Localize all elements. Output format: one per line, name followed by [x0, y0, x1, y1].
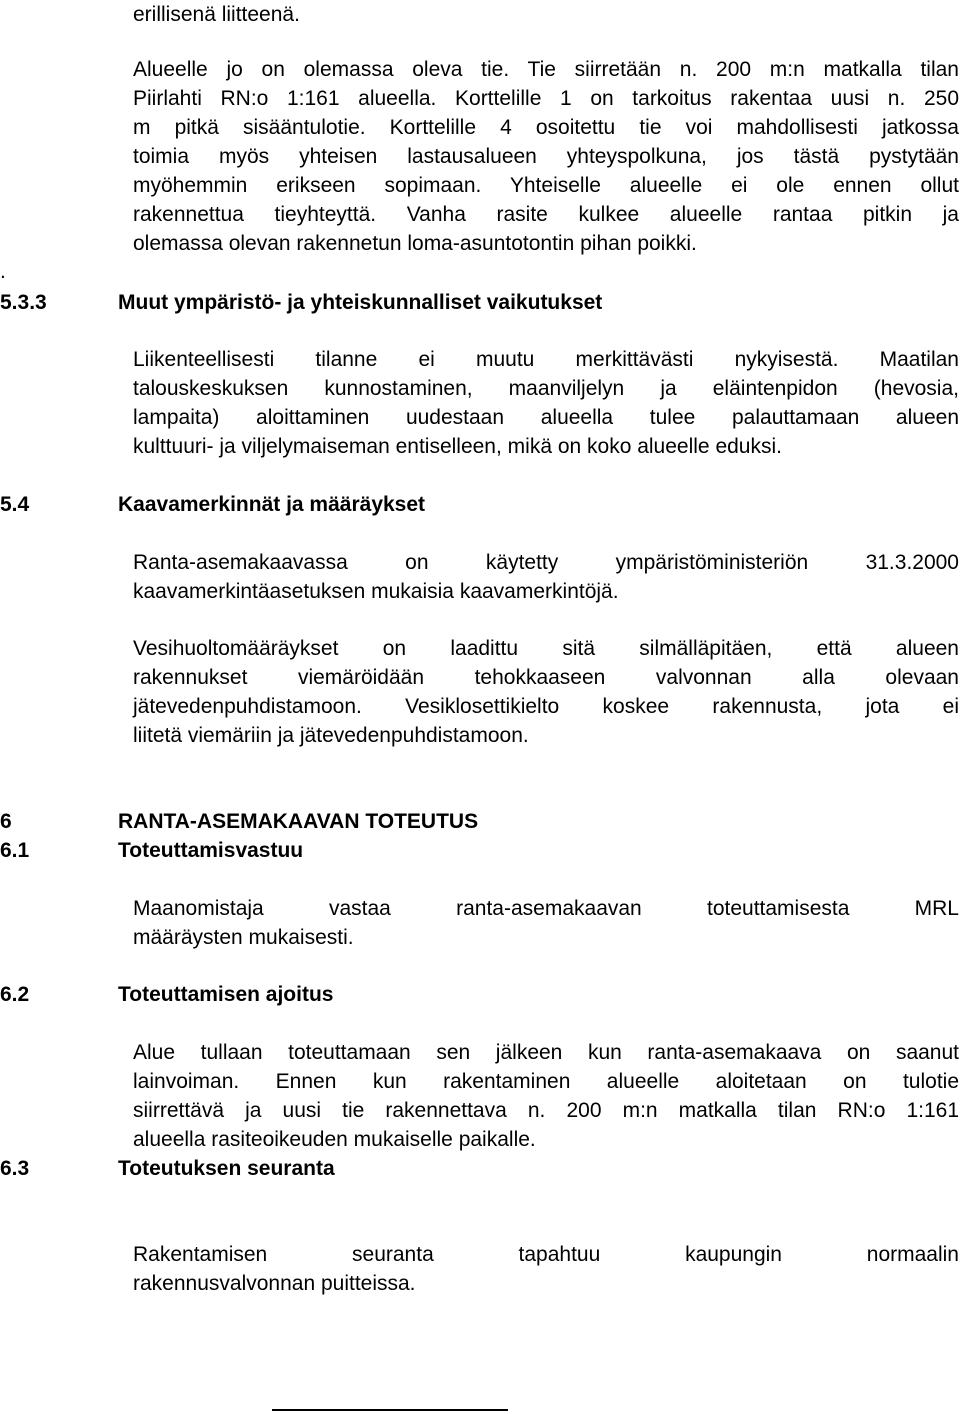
- text-line: olemassa olevan rakennetun loma-asuntotontin pihan poikki.: [133, 232, 697, 255]
- text-line: liitetä viemäriin ja jätevedenpuhdistamoon.: [133, 724, 529, 747]
- section-number: 6.2: [0, 983, 30, 1006]
- text-line: kaavamerkintäasetuksen mukaisia kaavamerkintöjä.: [133, 580, 619, 603]
- section-title: Toteuttamisen ajoitus: [118, 983, 334, 1006]
- section-number: 5.3.3: [0, 291, 47, 314]
- section-title: Toteuttamisvastuu: [118, 839, 304, 862]
- text-line: rakennukset viemäröidään tehokkaaseen valvonnan alla olevaan: [133, 666, 959, 689]
- paragraph-timing: [133, 1038, 959, 1154]
- section-heading-6-2: [0, 980, 333, 1009]
- text-line: lampaita) aloittaminen uudestaan alueella tulee palauttamaan alueen: [133, 406, 959, 429]
- text-line: määräysten mukaisesti.: [133, 926, 354, 949]
- text-line: Maanomistaja vastaa ranta-asemakaavan toteuttamisesta MRL: [133, 897, 959, 920]
- text-line: Liikenteellisesti tilanne ei muutu merkittävästi nykyisestä. Maatilan: [133, 348, 959, 371]
- text-line: kulttuuri- ja viljelymaiseman entiselleen, mikä on koko alueelle eduksi.: [133, 435, 782, 458]
- section-title: Kaavamerkinnät ja määräykset: [118, 493, 426, 516]
- text-line: rakennusvalvonnan puitteissa.: [133, 1272, 416, 1295]
- section-heading-6-1: [0, 836, 303, 865]
- chapter-heading-6: [0, 807, 478, 836]
- footnote-rule: [272, 1409, 508, 1411]
- stray-dot: .: [0, 260, 6, 283]
- section-title: RANTA-ASEMAKAAVAN TOTEUTUS: [118, 810, 479, 833]
- section-number: 5.4: [0, 493, 30, 516]
- text-line: lainvoiman. Ennen kun rakentaminen alueelle aloitetaan on tulotie: [133, 1070, 959, 1093]
- text-line: myöhemmin erikseen sopimaan. Yhteiselle alueelle ei ole ennen ollut: [133, 174, 959, 197]
- text-line: Rakentamisen seuranta tapahtuu kaupungin normaalin: [133, 1243, 959, 1266]
- text-line: erillisenä liitteenä.: [133, 3, 300, 26]
- paragraph-continued: [133, 0, 959, 29]
- paragraph-road-access: [133, 55, 959, 258]
- section-title: Toteutuksen seuranta: [118, 1157, 335, 1180]
- text-line: Alueelle jo on olemassa oleva tie. Tie siirretään n. 200 m:n matkalla tilan: [133, 58, 959, 81]
- section-title: Muut ympäristö- ja yhteiskunnalliset vaikutukset: [118, 291, 603, 314]
- text-line: Alue tullaan toteuttamaan sen jälkeen kun ranta-asemakaava on saanut: [133, 1041, 959, 1064]
- text-line: toimia myös yhteisen lastausalueen yhteyspolkuna, jos tästä pystytään: [133, 145, 959, 168]
- section-heading-5-4: [0, 490, 425, 519]
- text-line: talouskeskuksen kunnostaminen, maanviljelyn ja eläintenpidon (hevosia,: [133, 377, 959, 400]
- section-heading-5-3-3: [0, 288, 602, 317]
- text-line: Ranta-asemakaavassa on käytetty ympäristöministeriön 31.3.2000: [133, 551, 959, 574]
- section-number: 6: [0, 810, 12, 833]
- text-line: Vesihuoltomääräykset on laadittu sitä silmälläpitäen, että alueen: [133, 637, 959, 660]
- section-number: 6.3: [0, 1157, 30, 1180]
- section-number: 6.1: [0, 839, 30, 862]
- text-line: rakennettua tieyhteyttä. Vanha rasite kulkee alueelle rantaa pitkin ja: [133, 203, 959, 226]
- paragraph-water-supply: [133, 634, 959, 750]
- paragraph-monitoring: [133, 1240, 959, 1298]
- paragraph-other-impacts: [133, 345, 959, 461]
- paragraph-plan-markings: [133, 548, 959, 606]
- section-heading-6-3: [0, 1154, 335, 1183]
- text-line: alueella rasiteoikeuden mukaiselle paikalle.: [133, 1128, 536, 1151]
- text-line: m pitkä sisääntulotie. Korttelille 4 osoitettu tie voi mahdollisesti jatkossa: [133, 116, 959, 139]
- paragraph-responsibility: [133, 894, 959, 952]
- text-line: Piirlahti RN:o 1:161 alueella. Korttelille 1 on tarkoitus rakentaa uusi n. 250: [133, 87, 959, 110]
- text-line: siirrettävä ja uusi tie rakennettava n. 200 m:n matkalla tilan RN:o 1:161: [133, 1099, 959, 1122]
- text-line: jätevedenpuhdistamoon. Vesiklosettikielto koskee rakennusta, jota ei: [133, 695, 959, 718]
